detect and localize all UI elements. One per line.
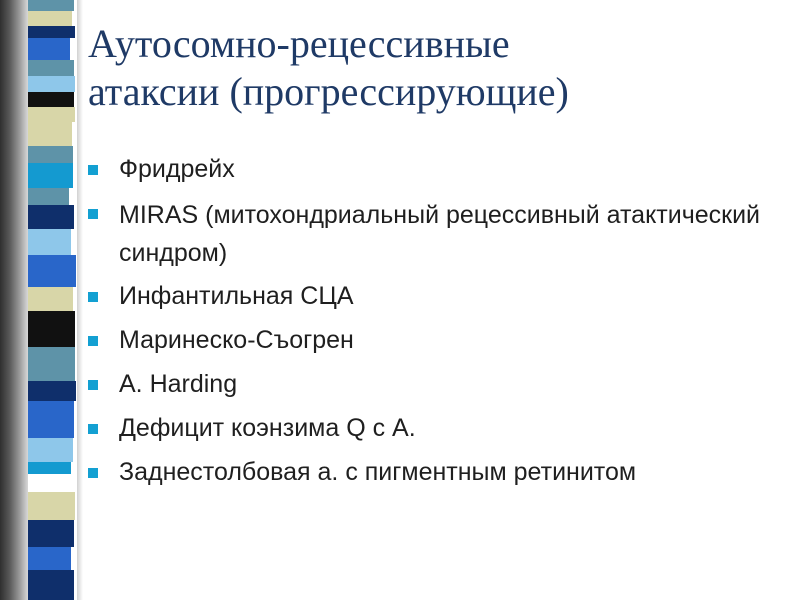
bullet-item <box>88 455 778 490</box>
square-bullet-icon <box>88 424 98 434</box>
decorative-stripe <box>28 163 73 188</box>
decorative-stripe <box>28 255 76 287</box>
bullet-item <box>88 367 778 402</box>
square-bullet-icon <box>88 292 98 302</box>
decorative-stripe <box>28 381 76 401</box>
decorative-stripe <box>28 60 74 76</box>
decorative-stripe <box>28 76 75 92</box>
decorative-stripe <box>28 287 73 311</box>
square-bullet-icon <box>88 336 98 346</box>
bullet-item <box>88 196 778 272</box>
decorative-stripe <box>28 146 73 163</box>
decorative-stripe <box>28 122 72 146</box>
bullet-text: A. Harding <box>119 370 238 398</box>
decorative-stripe <box>28 438 73 462</box>
bullet-text: Дефицит коэнзима Q с А. <box>119 414 416 442</box>
decorative-stripe <box>28 347 75 381</box>
square-bullet-icon <box>88 468 98 478</box>
bullet-text: Заднестолбовая а. с пигментным ретинитом <box>119 458 637 486</box>
left-gray-strip <box>0 0 28 600</box>
slide-title-line: Аутосомно-рецессивные <box>88 21 510 66</box>
bullet-item <box>88 411 778 446</box>
bullet-item <box>88 279 778 314</box>
decorative-stripe <box>28 401 74 438</box>
bullet-item <box>88 152 778 187</box>
decorative-stripe <box>28 520 74 547</box>
decorative-stripe <box>28 0 74 11</box>
bullet-text: Фридрейх <box>119 155 235 183</box>
bullet-text: Маринеско-Съогрен <box>119 326 354 354</box>
bullet-item <box>88 323 778 358</box>
decorative-stripe-column <box>28 0 77 600</box>
decorative-stripe <box>28 547 71 570</box>
decorative-stripe <box>28 107 75 122</box>
decorative-stripe <box>28 311 75 347</box>
bullet-list <box>88 152 778 499</box>
decorative-stripe <box>28 92 74 107</box>
square-bullet-icon <box>88 380 98 390</box>
square-bullet-icon <box>88 209 98 219</box>
bullet-text: MIRAS (митохондриальный рецессивный атактический синдром) <box>119 201 761 267</box>
bullet-text: Инфантильная СЦА <box>119 282 354 310</box>
decorative-stripe <box>28 474 74 492</box>
decorative-stripe <box>28 570 74 600</box>
decorative-stripe <box>28 492 75 520</box>
square-bullet-icon <box>88 165 98 175</box>
stripe-shadow <box>77 0 83 600</box>
decorative-stripe <box>28 229 71 255</box>
decorative-stripe <box>28 11 72 26</box>
slide-title-line: атаксии (прогрессирующие) <box>88 69 569 114</box>
slide-title <box>88 20 778 116</box>
decorative-stripe <box>28 188 69 205</box>
decorative-stripe <box>28 205 74 229</box>
decorative-stripe <box>28 38 70 60</box>
decorative-stripe <box>28 462 71 474</box>
decorative-stripe <box>28 26 75 38</box>
